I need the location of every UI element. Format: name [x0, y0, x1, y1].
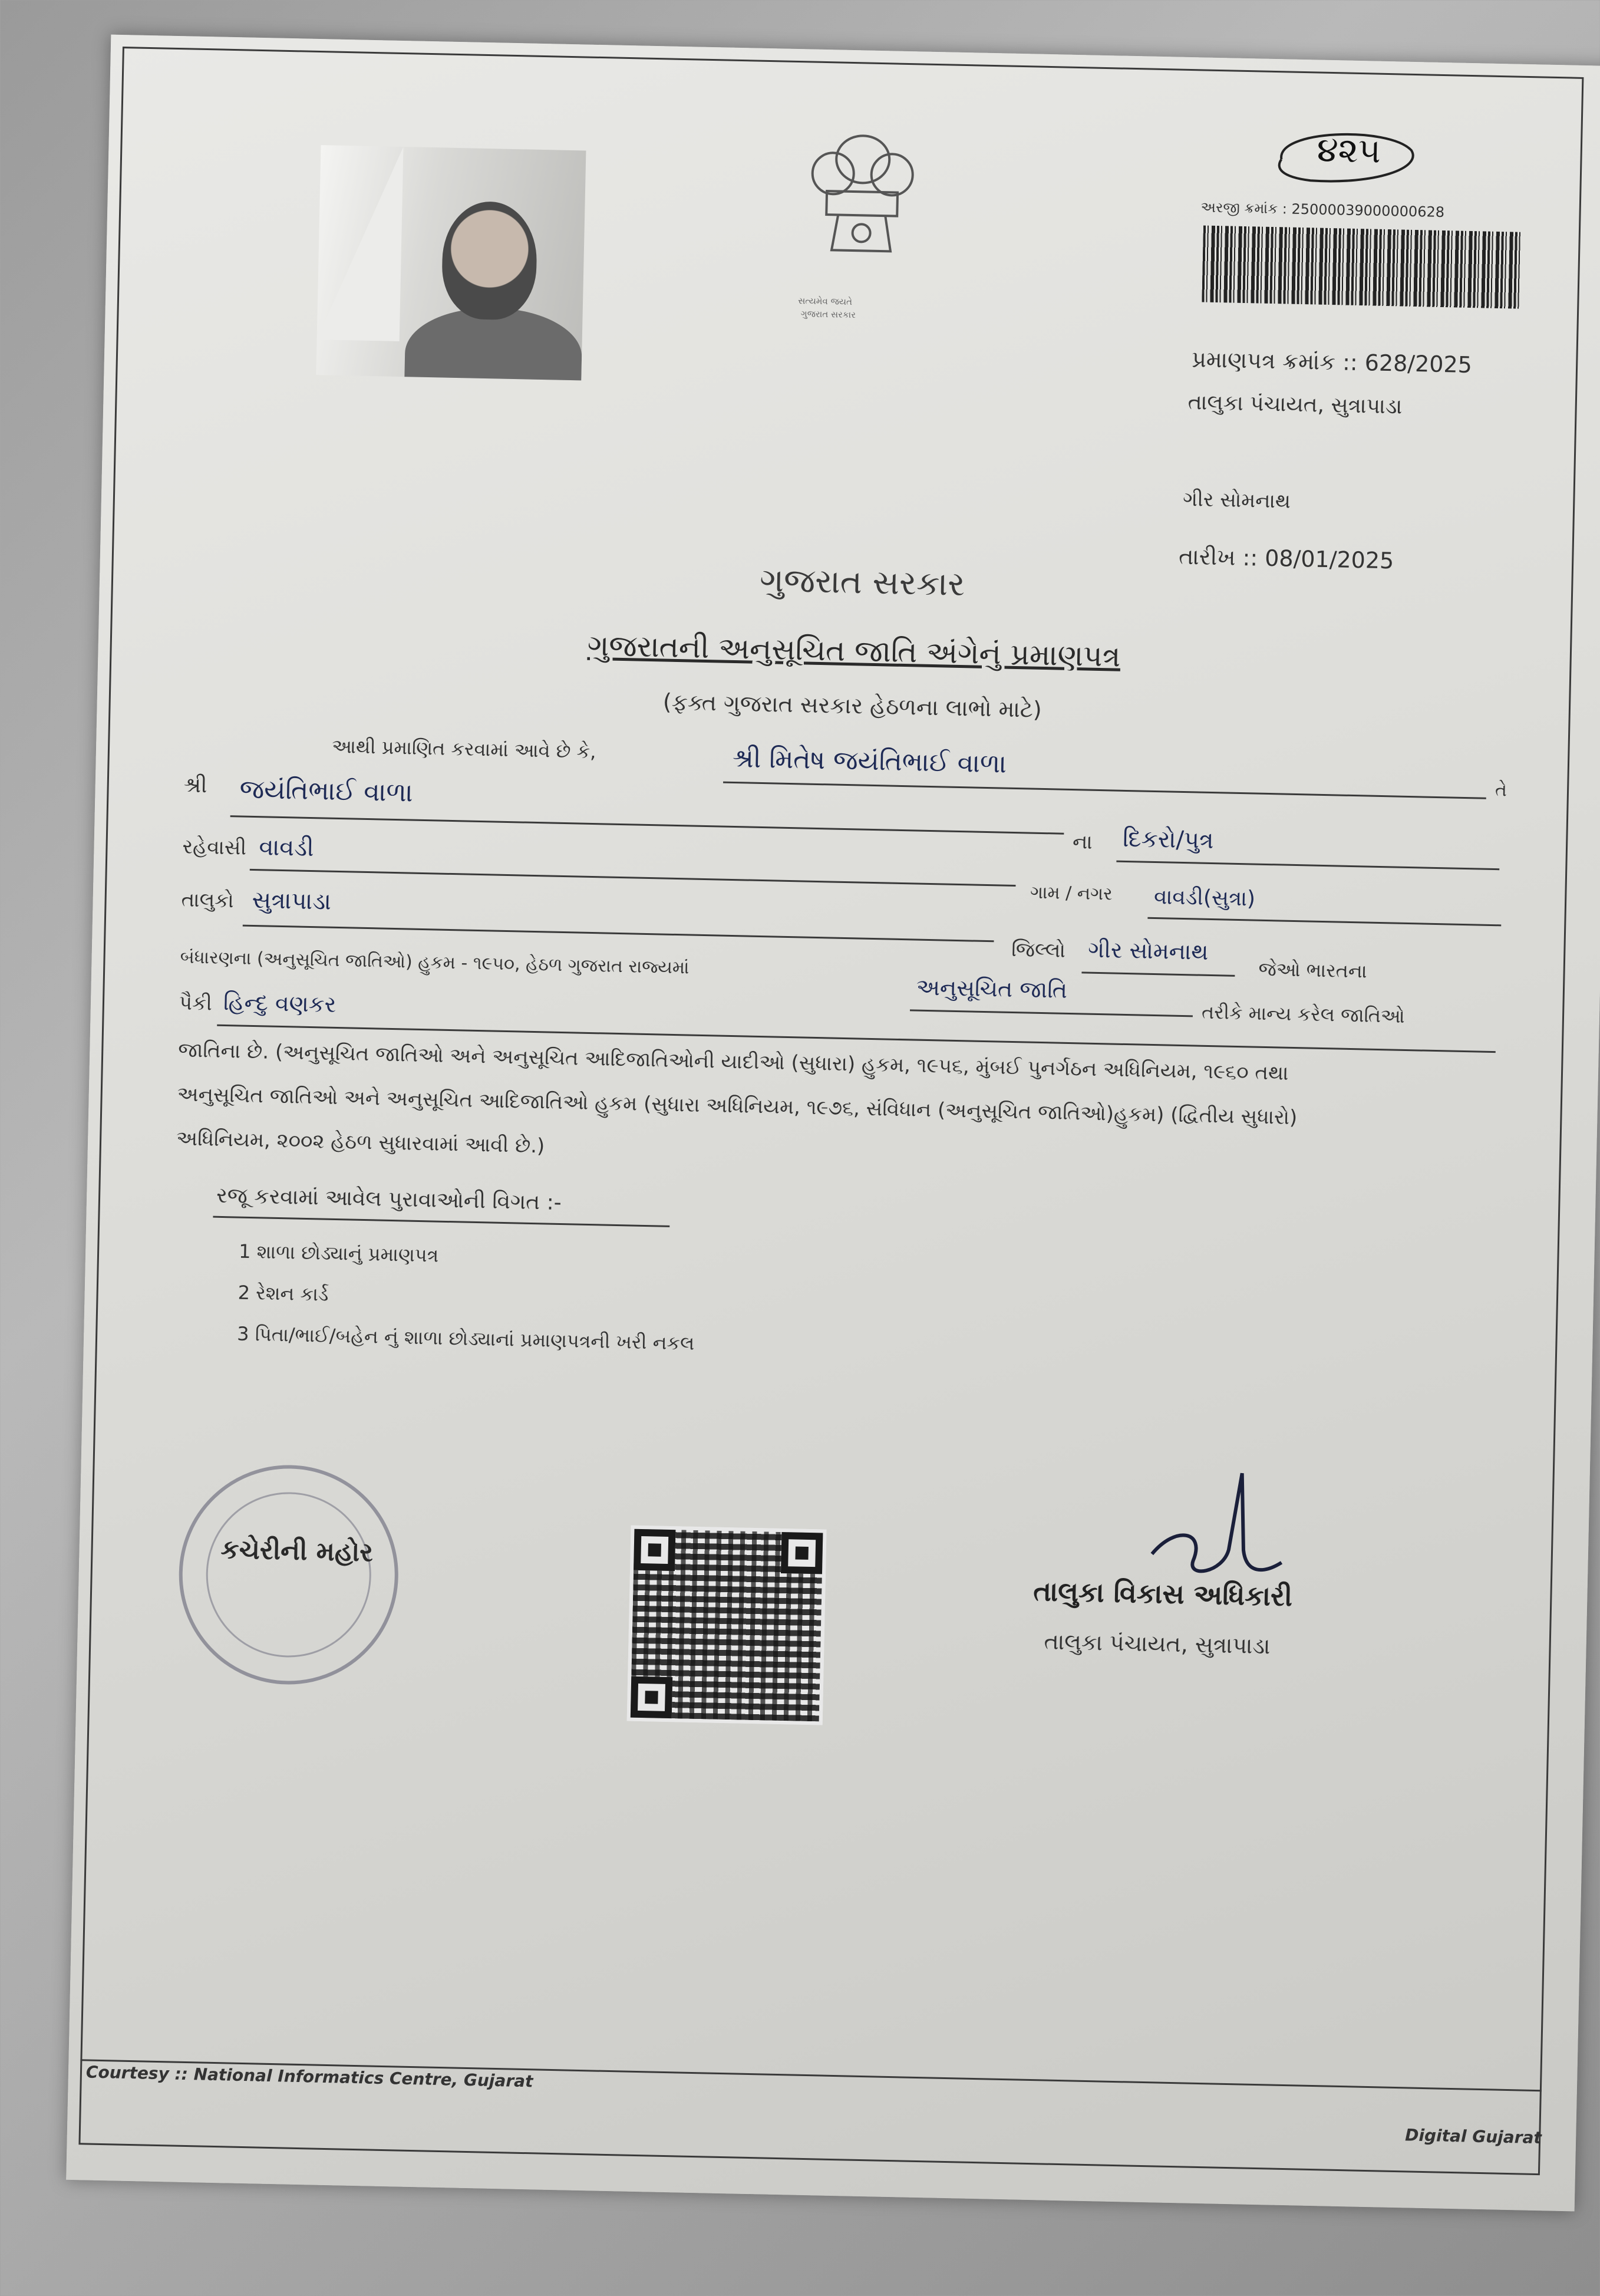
order-text: બંધારણના (અનુસૂચિત જાતિઓ) હુકમ - ૧૯૫૦, હેઠળ ગુજરાત રાજ્યમાં [180, 947, 690, 979]
office-seal-inner-ring [204, 1491, 373, 1659]
je-bharatna: જેઓ ભારતના [1258, 957, 1368, 983]
te-label: તે [1495, 780, 1507, 801]
certificate-number: પ્રમાણપત્ર ક્રમાંક :: 628/2025 [1191, 346, 1473, 378]
taluka-name: સુત્રાપાડા [252, 886, 332, 915]
photo-face [441, 200, 537, 320]
paiki-label: પૈકી [179, 991, 213, 1016]
applicant-photo [316, 145, 586, 380]
emblem-caption-2: ગુજરાત સરકાર [800, 308, 856, 321]
issuing-office: તાલુકા પંચાયત, સુત્રાપાડા [1187, 390, 1403, 419]
caste-name: હિન્દુ વણકર [223, 989, 337, 1017]
evidence-item: 3 પિતા/ભાઈ/બહેન નું શાળા છોડ્યાનાં પ્રમાણપત્રની ખરી નકલ [236, 1322, 695, 1355]
village-label: ગામ / નગર [1030, 882, 1113, 905]
legal-para-line-2: અનુસૂચિત જાતિઓ અને અનુસૂચિત આદિજાતિઓ હુકમ (સુધારા અધિનિયમ, ૧૯૭૬, સંવિધાન (અનુસૂચિત જાતિઓ)હુકમ) (દ્વિતીય સુધારો) [177, 1082, 1298, 1130]
government-title: ગુજરાત સરકાર [759, 561, 965, 604]
emblem-caption-1: સત્યમેવ જયતે [798, 295, 853, 308]
resident-place: વાવડી [259, 834, 315, 862]
evidence-item: 2 રેશન કાર્ડ [237, 1281, 329, 1306]
village-name: વાવડી(સુત્રા) [1153, 884, 1256, 911]
application-number: અરજી ક્રમાંક : 25000039000000628 [1200, 199, 1445, 221]
issue-date: તારીખ :: 08/01/2025 [1178, 543, 1394, 574]
applicant-name: શ્રી મિતેષ જયંતિભાઈ વાળા [732, 743, 1007, 779]
signatory-title: તાલુકા વિકાસ અધિકારી [1032, 1574, 1293, 1613]
certificate-title: ગુજરાતની અનુસૂચિત જાતિ અંગેનું પ્રમાણપત્ર [587, 628, 1121, 674]
shri-label: શ્રી [183, 773, 207, 798]
father-name: જયંતિભાઈ વાળા [239, 774, 414, 808]
legal-para-line-3: અધિનિયમ, ૨૦૦૨ હેઠળ સુધારવામાં આવી છે.) [176, 1126, 545, 1158]
category: અનુસૂચિત જાતિ [916, 974, 1068, 1003]
recognized-text: તરીકે માન્ય કરેલ જાતિઓ [1201, 1000, 1406, 1027]
issuing-district: ગીર સોમનાથ [1182, 487, 1291, 513]
qr-finder [781, 1532, 823, 1574]
district-name: ગીર સોમનાથ [1087, 936, 1209, 965]
qr-finder [634, 1529, 675, 1571]
digital-gujarat-brand: Digital Gujarat [1404, 2125, 1542, 2148]
courtesy-text: Courtesy :: National Informatics Centre, Gujarat [85, 2062, 533, 2091]
evidence-heading: રજૂ કરવામાં આવેલ પુરાવાઓની વિગત :- [216, 1183, 562, 1215]
legal-para-line-1: જાતિના છે. (અનુસૂચિત જાતિઓ અને અનુસૂચિત આદિજાતિઓની યાદીઓ (સુધારા) હુકમ, ૧૯૫૬, મુંબઈ પુનર્ગઠન અધિનિયમ, ૧૯૬૦ તથા [177, 1038, 1289, 1085]
barcode [1202, 225, 1522, 308]
qr-finder [631, 1676, 672, 1718]
na-label: ના [1072, 830, 1093, 854]
taluka-label: તાલુકો [181, 888, 235, 913]
national-emblem-icon [795, 126, 928, 308]
district-label: જિલ્લો [1011, 937, 1066, 963]
certificate-subtitle: (ફક્ત ગુજરાત સરકાર હેઠળના લાભો માટે) [662, 689, 1043, 723]
evidence-item: 1 શાળા છોડ્યાનું પ્રમાણપત્ર [238, 1240, 439, 1267]
resident-label: રહેવાસી [182, 835, 247, 860]
qr-code [627, 1526, 827, 1725]
signatory-office: તાલુકા પંચાયત, સુત્રાપાડા [1044, 1628, 1271, 1659]
relation: દિકરો/પુત્ર [1122, 825, 1215, 855]
certify-prefix: આથી પ્રમાણિત કરવામાં આવે છે કે, [331, 734, 596, 763]
photo-background [317, 145, 404, 341]
seal-caption: કચેરીની મહોર [220, 1534, 374, 1568]
handwritten-number: ૪૨૫ [1317, 129, 1381, 171]
certificate-sheet [66, 35, 1600, 2212]
